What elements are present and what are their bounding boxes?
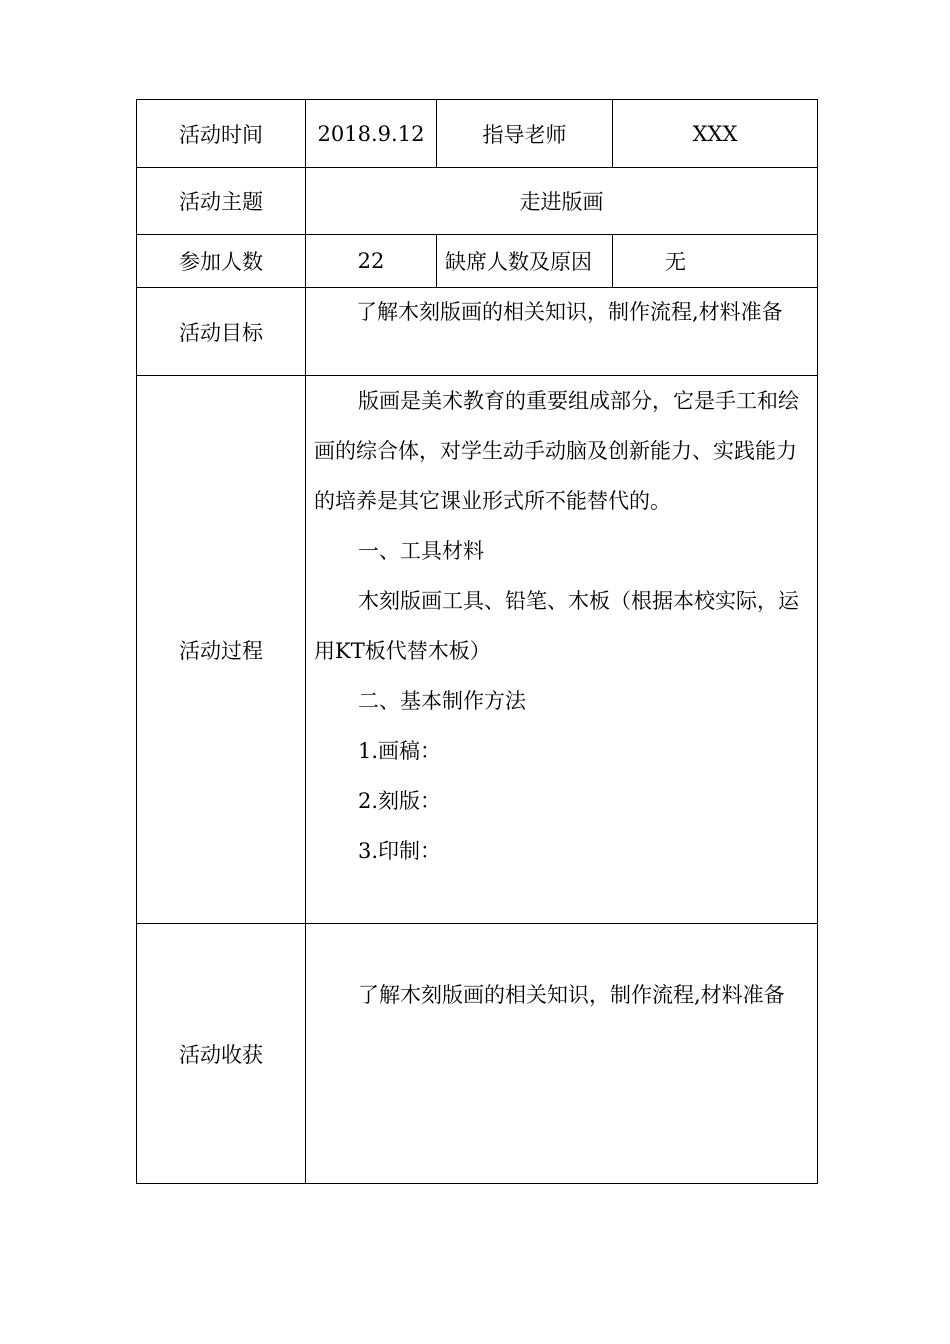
process-paragraph-tools: 木刻版画工具、铅笔、木板（根据本校实际，运用KT板代替木板） — [314, 589, 799, 663]
theme-value: 走进版画 — [306, 168, 818, 235]
teacher-label: 指导老师 — [437, 100, 613, 168]
goal-value: 了解木刻版画的相关知识，制作流程,材料准备 — [356, 300, 783, 324]
absent-label: 缺席人数及原因 — [437, 235, 613, 288]
row-count — [137, 235, 818, 288]
absent-value: 无 — [613, 235, 818, 288]
process-step-print: 3.印制： — [358, 839, 442, 863]
count-value: 22 — [306, 235, 437, 288]
row-theme — [137, 168, 818, 235]
process-step-draft: 1.画稿： — [358, 739, 442, 763]
row-process — [137, 376, 818, 924]
count-label: 参加人数 — [137, 235, 306, 288]
teacher-value: XXX — [613, 100, 818, 168]
process-heading-method: 二、基本制作方法 — [358, 689, 526, 713]
activity-record-table — [136, 99, 818, 1184]
goal-label: 活动目标 — [137, 288, 306, 376]
row-time — [137, 100, 818, 168]
process-label: 活动过程 — [137, 376, 306, 924]
process-step-carve: 2.刻版： — [358, 789, 442, 813]
time-value: 2018.9.12 — [306, 100, 437, 168]
row-gain — [137, 924, 818, 1184]
row-goal — [137, 288, 818, 376]
gain-label: 活动收获 — [137, 924, 306, 1184]
process-paragraph: 版画是美术教育的重要组成部分，它是手工和绘画的综合体，对学生动手动脑及创新能力、实践能力的培养是其它课业形式所不能替代的。 — [314, 389, 799, 513]
process-heading-tools: 一、工具材料 — [358, 539, 484, 563]
theme-label: 活动主题 — [137, 168, 306, 235]
gain-value: 了解木刻版画的相关知识，制作流程,材料准备 — [358, 983, 785, 1007]
time-label: 活动时间 — [137, 100, 306, 168]
process-content — [306, 376, 818, 924]
